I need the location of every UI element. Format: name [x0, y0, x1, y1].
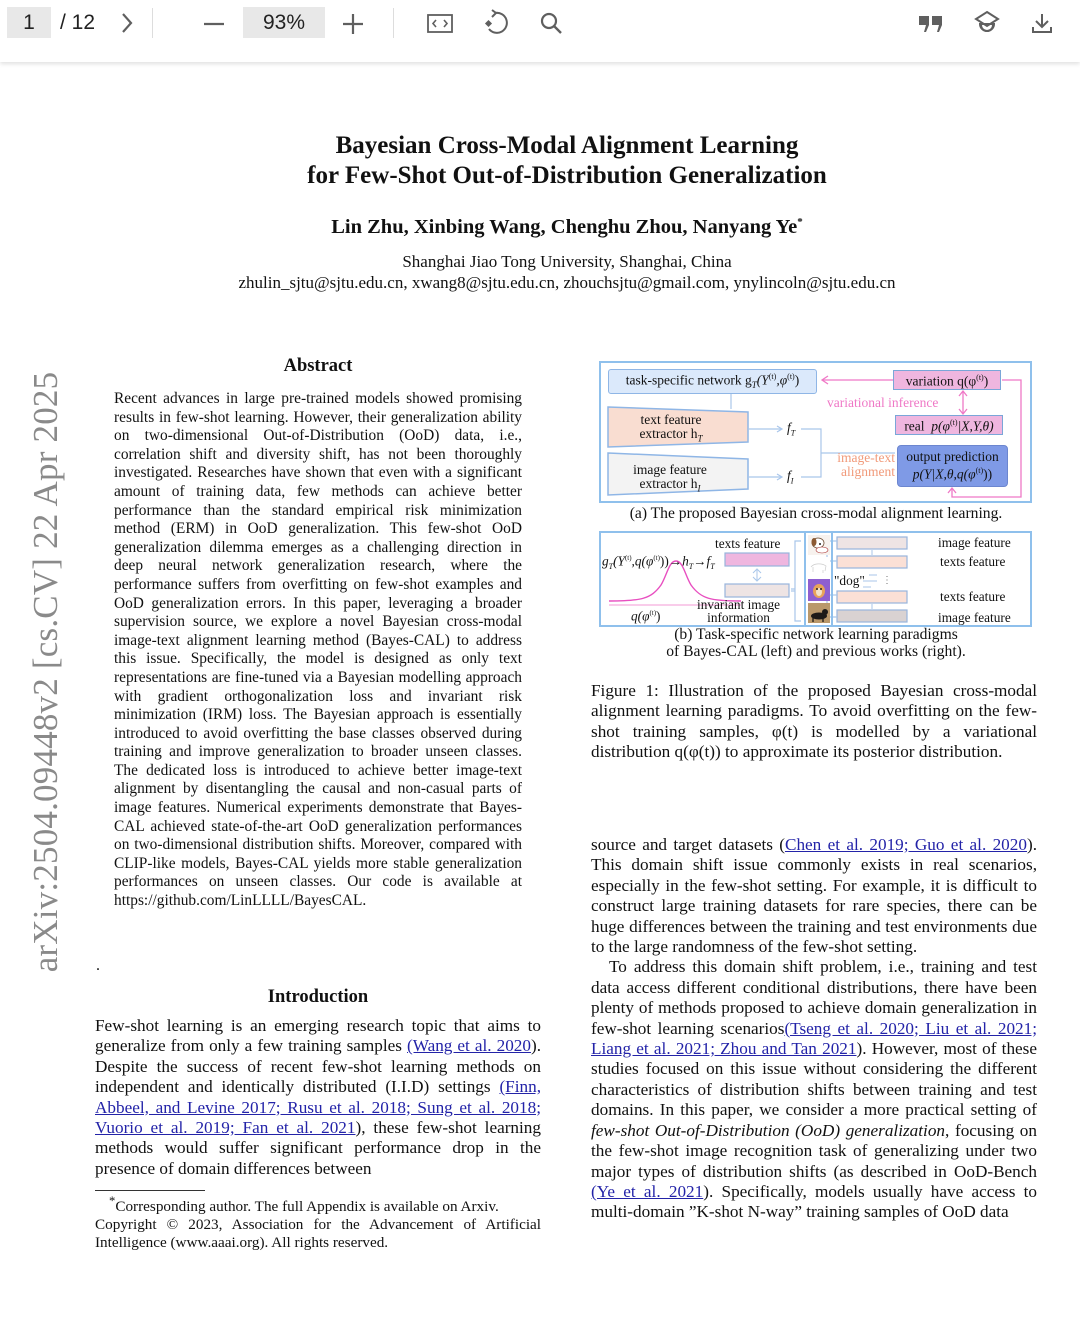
copyright-notice: Copyright © 2023, Association for the Advancement of Artificial Intelligence (www.aaai.org). All rights reserved.: [95, 1216, 541, 1252]
figure-1a-diagram: [599, 361, 1032, 503]
right-label-texts-feature-2: texts feature: [940, 589, 1006, 604]
body-text: , focusing on the few-shot image recognition task of generalizing under two major types of distribution shifts (as described in OoD-Bench: [591, 1120, 1037, 1181]
stray-dot: .: [96, 957, 100, 974]
next-page-button[interactable]: [110, 6, 144, 40]
current-page: 1: [23, 10, 35, 34]
rotate-icon: [484, 9, 510, 37]
task-network-formula: $g_T(Y^{(t)},q(\varphi^{(t)}))\to h_T\to f_T$: [602, 553, 715, 572]
download-button[interactable]: [1025, 6, 1059, 40]
footnote-corresponding: Corresponding author. The full Appendix is available on Arxiv.: [115, 1198, 499, 1216]
scholar-icon: [974, 10, 1000, 36]
label: p(φ: [931, 418, 951, 434]
footnote-mark: *: [109, 1194, 116, 1208]
dog-class-label: "dog": [834, 573, 865, 588]
author-emails: zhulin_sjtu@sjtu.edu.cn, xwang8@sjtu.edu.cn, zhouchsjtu@gmail.com, ynylincoln@sjtu.edu.cn: [238, 273, 896, 292]
body-text: source and target datasets (: [591, 835, 785, 854]
label: f: [787, 468, 791, 483]
output-prediction-box: output prediction $p(Y|X,\theta,q(\varphi^{(t)}))$: [897, 445, 1008, 487]
svg-text:⋮: ⋮: [882, 575, 892, 586]
label: text feature: [640, 412, 702, 427]
arxiv-stamp: [22, 344, 70, 1000]
right-label-image-feature-2: image feature: [938, 610, 1011, 625]
page-number-input[interactable]: [7, 7, 51, 38]
zoom-level: 93%: [262, 10, 306, 34]
citation-link[interactable]: Chen et al. 2019; Guo et al. 2020: [784, 835, 1027, 854]
author-list: [0, 216, 1080, 239]
sample-images-strip: [804, 531, 833, 627]
toolbar-divider: [393, 8, 394, 38]
task-specific-network-box: task-specific network $g_T(Y^{(t)},\varphi^{(t)})$: [608, 369, 817, 394]
authors: Lin Zhu, Xinbing Wang, Chenghu Zhou, Nanyang Ye: [331, 216, 798, 238]
variational-inference-label: variational inference: [827, 395, 939, 410]
download-icon: [1030, 11, 1054, 35]
figure-1b-caption: [596, 627, 1036, 660]
body-text: ). However, most of these studies focused on this issue without considering the different characteristics of distribution shifts between training and test domains. In this paper, we consider a more practical setting of: [591, 1039, 1037, 1120]
label: image-text: [837, 450, 895, 465]
cartoon-dog-image: [808, 535, 830, 555]
label: f: [787, 420, 791, 435]
label: p(Y|X,θ,q(φ: [912, 466, 976, 482]
image-text-alignment-label: [825, 451, 895, 479]
label: q(φ: [631, 608, 650, 624]
introduction-text: [95, 1016, 541, 1179]
abstract-heading: Abstract: [283, 356, 353, 376]
paragraph: [591, 835, 1037, 957]
citation-link[interactable]: (Finn, Abbeel, and Levine 2017; Rusu et al. 2018; Sung et al. 2018; Vuorio et al. 2019; Fan et al. 2021: [95, 1077, 541, 1138]
label: extractor h: [639, 476, 698, 491]
toolbar-divider: [152, 8, 153, 38]
photo-dog-image: [808, 603, 830, 623]
texts-feature-label: texts feature: [715, 536, 781, 551]
search-button[interactable]: [534, 6, 568, 40]
minus-icon: [203, 12, 225, 34]
cite-button[interactable]: [914, 6, 948, 40]
citation-link[interactable]: (Wang et al. 2020: [407, 1036, 531, 1056]
abstract-text: Recent advances in large pre-trained models showed promising results in few-shot learning. However, their generalization ability on two-dimensional Out-of-Distribution (OoD) data, i.e., correlation shift and diversity shift, has not been thoroughly investigated. Researches have shown that even with a significant amount of training data, few methods can achieve better performance than the standard empirical risk minimization method (ERM) in OoD generalization. This few-shot OoD generalization dilemma emerges as a challenging direction in deep neural network generalization research, where the performance suffers from overfitting on few-shot examples and OoD generalization errors. In this paper, leveraging a broader supervision source, we explore a novel Bayesian cross-modal image-text alignment learning method (Bayes-CAL) to address this issue. Specifically, the model is designed as only text representations are fine-tuned via a Bayesian modelling approach with gradient orthogonalization loss and invariant risk minimization (IRM) loss. The Bayesian approach is essentially introduced to avoid overfitting the base classes observed during training and improve generalization to broader unseen classes. The dedicated loss is introduced to achieve better image-text alignment by disentangling the causal and non-casual parts of image features. Numerical experiments demonstrate that Bayes-CAL achieved state-of-the-art OoD generalization performances on two-dimensional distribution shifts. Moreover, compared with CLIP-like models, Bayes-CAL yields more stable generalization performances on unseen classes. Our code is available at https://github.com/LinLLLL/BayesCAL.: [114, 390, 522, 910]
figure-1-caption: Figure 1: Illustration of the proposed Bayesian cross-modal alignment learning paradigms. To avoid overfitting on the few-shot training samples, φ(t) is modelled by a variational distribution q(φ(t)) to approximate its posterior distribution.: [591, 681, 1037, 762]
footnote: [95, 1192, 541, 1252]
fit-width-icon: [426, 12, 454, 34]
title-line-2: for Few-Shot Out-of-Distribution Generalization: [307, 162, 827, 189]
right-column-text: [591, 835, 1037, 1223]
label: output prediction: [906, 449, 999, 465]
image-feature-symbol: $f_I$: [787, 468, 794, 486]
right-label-image-feature-1: image feature: [938, 535, 1011, 550]
art-dog-image: [808, 579, 830, 601]
chevron-right-icon: [120, 12, 134, 34]
label: real: [904, 418, 925, 434]
search-icon: [539, 11, 563, 35]
body-text: ). This domain shift issue commonly exists in real scenarios, especially in the few-shot setting. For example, it is difficult to construct large training datasets for rare species, there can be huge differences between the training and test environments due to the large randomness of the few-shot setting.: [591, 835, 1037, 957]
sketch-dog-image: [808, 557, 830, 577]
body-text: ). Specifically, models usually have access to multi-domain ”K-shot N-way” training samples of OoD data: [591, 1181, 1037, 1222]
citation-link[interactable]: (Ye et al. 2021: [591, 1181, 704, 1201]
affiliation-block: [0, 251, 1080, 293]
zoom-out-button[interactable]: [197, 6, 231, 40]
fit-page-button[interactable]: [423, 6, 457, 40]
caption-line: (b) Task-specific network learning paradigms: [674, 626, 958, 643]
intro-text: ), these few-shot learning methods would suffer significant performance drop in the presence of domain differences between: [95, 1118, 541, 1178]
paper-title: [0, 131, 1080, 191]
variational-distribution-label: $q(\varphi^{(t)})$: [631, 608, 661, 624]
variation-box: variation $q(\varphi^{(t)})$: [893, 370, 1001, 390]
label: information: [707, 610, 770, 625]
figure-1b-diagram: [599, 531, 1032, 627]
label: g: [602, 553, 609, 569]
label: invariant image: [697, 597, 781, 612]
real-posterior-box: real $p(\varphi^{(t)}|X,Y,\theta)$: [895, 415, 1003, 435]
introduction-heading: Introduction: [267, 987, 369, 1007]
emphasis-text: few-shot Out-of-Distribution (OoD) generalization: [591, 1120, 946, 1140]
affiliation: Shanghai Jiao Tong University, Shanghai, China: [402, 252, 732, 271]
scholar-button[interactable]: [970, 6, 1004, 40]
label: extractor h: [639, 426, 698, 441]
text-feature-extractor: text feature extractor $h_T$: [621, 413, 721, 446]
label: variation q(φ: [905, 373, 977, 389]
invariant-image-information-label: [697, 598, 780, 624]
caption-line: of Bayes-CAL (left) and previous works (right).: [666, 642, 966, 660]
label: |X,Y,θ): [957, 418, 994, 434]
label: alignment: [841, 464, 895, 479]
image-feature-extractor: image feature extractor $h_I$: [617, 463, 723, 496]
label: (Y: [756, 372, 769, 388]
text-feature-symbol: $f_T$: [787, 420, 796, 438]
zoom-in-button[interactable]: [336, 6, 370, 40]
label: image feature: [633, 462, 707, 477]
plus-icon: [342, 12, 364, 34]
figure-1a-caption: (a) The proposed Bayesian cross-modal alignment learning.: [629, 505, 1003, 522]
right-label-texts-feature-1: texts feature: [940, 554, 1006, 569]
pdf-toolbar: [0, 0, 1080, 62]
author-mark: *: [797, 216, 803, 229]
page-total: / 12: [60, 10, 96, 34]
zoom-level-input[interactable]: [243, 7, 325, 38]
footnote-rule: [95, 1190, 205, 1191]
intro-text: Few-shot learning is an emerging research topic that aims to generalize from only a few training samples: [95, 1016, 541, 1056]
quote-icon: [917, 12, 945, 34]
intro-text: ). Despite the success of recent few-shot learning methods on independent and identically distributed (I.I.D) settings: [95, 1036, 542, 1097]
body-text: To address this domain shift problem, i.e., training and test data access different conditional distributions, there have been plenty of methods proposed to achieve domain generalization in few-shot learning scenarios: [591, 957, 1037, 1038]
title-line-1: Bayesian Cross-Modal Alignment Learning: [335, 132, 799, 159]
rotate-button[interactable]: [480, 6, 514, 40]
label: task-specific network g: [625, 372, 752, 388]
arxiv-id: arXiv:2504.09448v2 [cs.CV] 22 Apr 2025: [26, 371, 65, 973]
paragraph: [591, 957, 1037, 1222]
citation-link[interactable]: (Tseng et al. 2020; Liu et al. 2021; Liang et al. 2021; Zhou and Tan 2021: [591, 1018, 1038, 1059]
